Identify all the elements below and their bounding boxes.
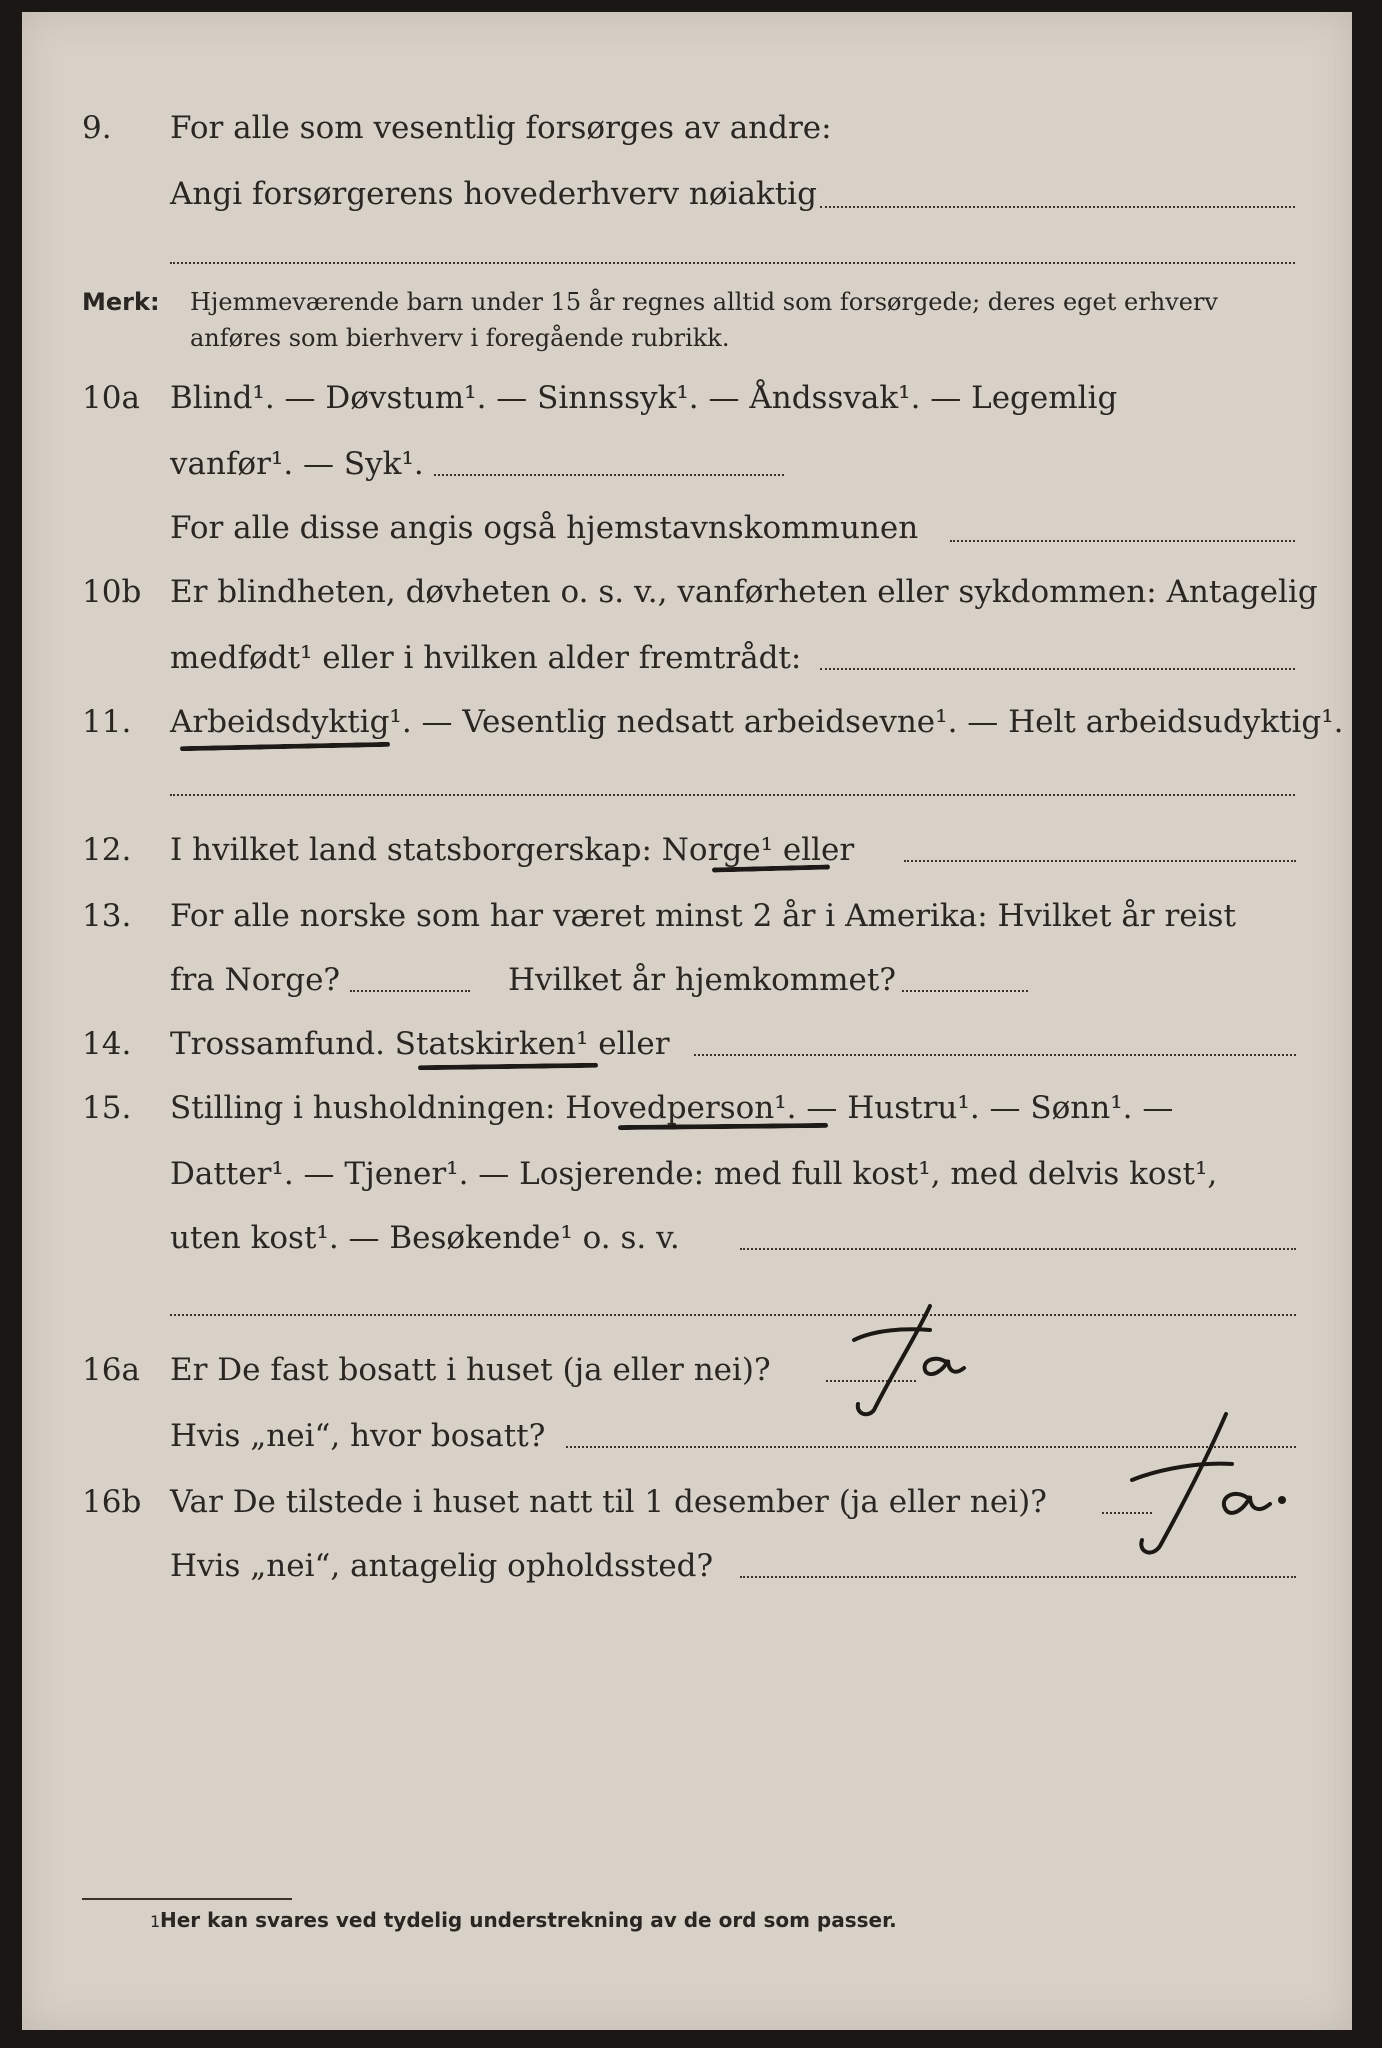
q13-text-2a: fra Norge?	[170, 962, 341, 998]
q9-number: 9.	[82, 110, 112, 146]
q16b-opholdssted-answer-line[interactable]	[740, 1576, 1296, 1578]
q10a-number: 10a	[82, 380, 140, 416]
q15-text-1: Stilling i husholdningen: Hovedperson¹. — Hustru¹. — Sønn¹. —	[170, 1090, 1174, 1126]
q10b-answer-line[interactable]	[820, 668, 1295, 670]
merk-label: Merk:	[82, 288, 160, 316]
q9-answer-line-2[interactable]	[170, 262, 1295, 264]
merk-text-1: Hjemmeværende barn under 15 år regnes alltid som forsørgede; deres eget erhverv	[190, 288, 1218, 316]
q15-text-2: Datter¹. — Tjener¹. — Losjerende: med full kost¹, med delvis kost¹,	[170, 1156, 1218, 1192]
q14-answer-line[interactable]	[694, 1054, 1296, 1056]
q16b-handwritten-answer	[1102, 1410, 1292, 1564]
q16a-handwritten-answer	[834, 1300, 984, 1424]
q15-number: 15.	[82, 1090, 132, 1126]
q15-answer-line-1[interactable]	[740, 1248, 1296, 1250]
q12-answer-line[interactable]	[904, 860, 1296, 862]
q16a-text-2: Hvis „nei“, hvor bosatt?	[170, 1418, 546, 1454]
q12-number: 12.	[82, 832, 132, 868]
q16b-text-2: Hvis „nei“, antagelig opholdssted?	[170, 1548, 714, 1584]
q16a-text-1: Er De fast bosatt i huset (ja eller nei)?	[170, 1352, 771, 1388]
q15-text-3: uten kost¹. — Besøkende¹ o. s. v.	[170, 1220, 680, 1256]
footnote-text: Her kan svares ved tydelig understrekning av de ord som passer.	[160, 1908, 897, 1932]
q14-number: 14.	[82, 1026, 132, 1062]
q9-text-1: For alle som vesentlig forsørges av andre:	[170, 110, 832, 146]
q10a-text-1: Blind¹. — Døvstum¹. — Sinnssyk¹. — Åndssvak¹. — Legemlig	[170, 380, 1118, 416]
q16b-text-1: Var De tilstede i huset natt til 1 desember (ja eller nei)?	[170, 1484, 1047, 1520]
merk-text-2: anføres som bierhverv i foregående rubrikk.	[190, 324, 730, 352]
q10b-number: 10b	[82, 574, 142, 610]
q13-hjemkommet-answer-line[interactable]	[902, 990, 1028, 992]
q10a-answer-line-2[interactable]	[950, 540, 1295, 542]
q13-number: 13.	[82, 898, 132, 934]
q13-reist-answer-line[interactable]	[350, 990, 470, 992]
q10a-answer-line-1[interactable]	[434, 474, 784, 476]
footnote-number: 1	[150, 1912, 161, 1931]
q10a-text-2: vanfør¹. — Syk¹.	[170, 446, 424, 482]
q13-text-1: For alle norske som har været minst 2 år i Amerika: Hvilket år reist	[170, 898, 1236, 934]
q9-answer-line-1[interactable]	[820, 206, 1295, 208]
q10b-text-1: Er blindheten, døvheten o. s. v., vanførheten eller sykdommen: Antagelig	[170, 574, 1318, 610]
q10a-text-3: For alle disse angis også hjemstavnskommunen	[170, 510, 919, 546]
q12-text-1: I hvilket land statsborgerskap: Norge¹ eller	[170, 832, 855, 868]
q15-answer-line-2[interactable]	[170, 1314, 1296, 1316]
footnote-rule	[82, 1898, 292, 1900]
q11-answer-line[interactable]	[170, 794, 1295, 796]
q16b-number: 16b	[82, 1484, 142, 1520]
q11-number: 11.	[82, 704, 132, 740]
q13-text-2b: Hvilket år hjemkommet?	[508, 962, 896, 998]
q10b-text-2: medfødt¹ eller i hvilken alder fremtrådt:	[170, 640, 802, 676]
q14-text-1: Trossamfund. Statskirken¹ eller	[170, 1026, 670, 1062]
q9-text-2: Angi forsørgerens hovederhverv nøiaktig	[170, 176, 817, 212]
q11-text-1: Arbeidsdyktig¹. — Vesentlig nedsatt arbeidsevne¹. — Helt arbeidsudyktig¹.	[170, 704, 1344, 740]
q16a-number: 16a	[82, 1352, 140, 1388]
